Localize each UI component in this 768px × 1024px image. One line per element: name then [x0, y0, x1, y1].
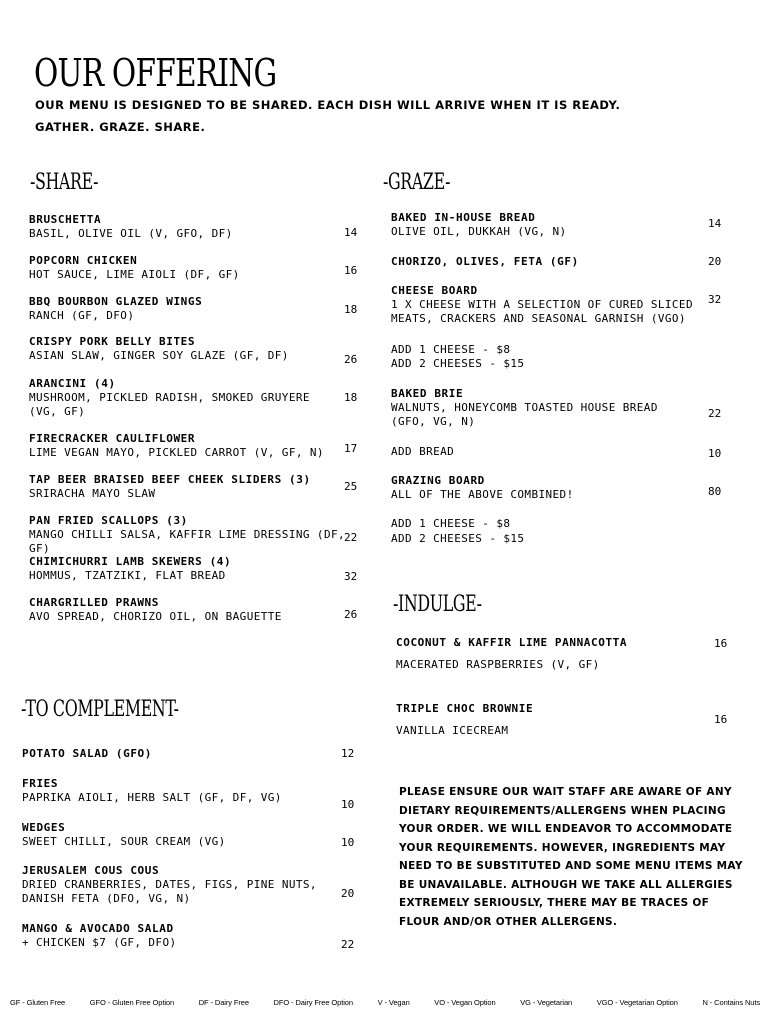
graze-addon: ADD 1 CHEESE - $8 [391, 517, 511, 530]
indulge-item-price: 16 [714, 713, 728, 726]
graze-item-name: BAKED IN-HOUSE BREAD [391, 211, 536, 224]
graze-addon: ADD 1 CHEESE - $8 [391, 343, 511, 356]
share-item-desc: MANGO CHILLI SALSA, KAFFIR LIME DRESSING (DF, GF) [29, 528, 346, 555]
page-title: OUR OFFERING [34, 51, 277, 95]
share-item-price: 32 [344, 570, 358, 583]
share-item-name: BRUSCHETTA [29, 213, 102, 226]
graze-item-price: 14 [708, 217, 722, 230]
share-item-price: 18 [344, 391, 358, 404]
complement-item-price: 20 [341, 887, 355, 900]
complement-item-desc: SWEET CHILLI, SOUR CREAM (VG) [22, 835, 226, 848]
share-item-name: ARANCINI (4) [29, 377, 116, 390]
share-item-desc: AVO SPREAD, CHORIZO OIL, ON BAGUETTE [29, 610, 282, 623]
complement-item-name: POTATO SALAD (GFO) [22, 747, 153, 760]
share-item-desc: MUSHROOM, PICKLED RADISH, SMOKED GRUYERE (VG, GF) [29, 391, 310, 418]
share-item-desc: ASIAN SLAW, GINGER SOY GLAZE (GF, DF) [29, 349, 289, 362]
graze-item-desc: ALL OF THE ABOVE COMBINED! [391, 488, 574, 501]
allergy-notice: PLEASE ENSURE OUR WAIT STAFF ARE AWARE OF ANY DIETARY REQUIREMENTS/ALLERGENS WHEN PLACING YOUR ORDER. WE WILL ENDEAVOR TO ACCOMMODATE YOUR REQUIREMENTS. HOWEVER, INGREDIENTS MAY NEED TO BE SUBSTITUTED AND SOME MENU ITEMS MAY BE UNAVAILABLE. ALTHOUGH WE TAKE ALL ALLERGIES EXTREMELY SERIOUSLY, THERE MAY BE TRACES OF FLOUR AND/OR OTHER ALLERGENS. [399, 786, 743, 928]
graze-item-desc: WALNUTS, HONEYCOMB TOASTED HOUSE BREAD (GFO, VG, N) [391, 401, 658, 428]
complement-item-name: JERUSALEM COUS COUS [22, 864, 160, 877]
section-heading-indulge: -INDULGE- [393, 592, 482, 617]
indulge-item-name: COCONUT & KAFFIR LIME PANNACOTTA [396, 636, 628, 649]
graze-item-name: CHORIZO, OLIVES, FETA (GF) [391, 255, 579, 268]
graze-item-name: GRAZING BOARD [391, 474, 485, 487]
share-item-name: CHIMICHURRI LAMB SKEWERS (4) [29, 555, 232, 568]
share-item-desc: SRIRACHA MAYO SLAW [29, 487, 156, 500]
section-heading-share: -SHARE- [30, 170, 99, 195]
legend-item: DFO - Dairy Free Option [273, 998, 353, 1007]
share-item-desc: HOT SAUCE, LIME AIOLI (DF, GF) [29, 268, 240, 281]
graze-item-price: 80 [708, 485, 722, 498]
complement-item-price: 22 [341, 938, 355, 951]
graze-item-price: 22 [708, 407, 722, 420]
share-item-price: 26 [344, 608, 358, 621]
graze-item-price: 10 [708, 447, 722, 460]
graze-item-name: BAKED BRIE [391, 387, 464, 400]
share-item-desc: BASIL, OLIVE OIL (V, GFO, DF) [29, 227, 233, 240]
share-item-desc: HOMMUS, TZATZIKI, FLAT BREAD [29, 569, 226, 582]
share-item-name: POPCORN CHICKEN [29, 254, 138, 267]
graze-item-desc: 1 X CHEESE WITH A SELECTION OF CURED SLICED MEATS, CRACKERS AND SEASONAL GARNISH (VGO) [391, 298, 693, 325]
complement-item-name: MANGO & AVOCADO SALAD [22, 922, 174, 935]
complement-item-desc: DRIED CRANBERRIES, DATES, FIGS, PINE NUTS, DANISH FETA (DFO, VG, N) [22, 878, 317, 905]
legend-item: VO - Vegan Option [434, 998, 496, 1007]
share-item-name: TAP BEER BRAISED BEEF CHEEK SLIDERS (3) [29, 473, 311, 486]
share-item-price: 25 [344, 480, 358, 493]
graze-item-name: CHEESE BOARD [391, 284, 478, 297]
graze-addon: ADD BREAD [391, 445, 455, 458]
legend-item: VG - Vegetarian [520, 998, 573, 1007]
indulge-item-price: 16 [714, 637, 728, 650]
complement-item-price: 10 [341, 836, 355, 849]
share-item-name: PAN FRIED SCALLOPS (3) [29, 514, 188, 527]
share-item-price: 17 [344, 442, 358, 455]
tagline-motto: GATHER. GRAZE. SHARE. [35, 120, 206, 134]
tagline: OUR MENU IS DESIGNED TO BE SHARED. EACH DISH WILL ARRIVE WHEN IT IS READY. [35, 98, 621, 112]
share-item-price: 14 [344, 226, 358, 239]
graze-addon: ADD 2 CHEESES - $15 [391, 532, 525, 545]
complement-item-price: 10 [341, 798, 355, 811]
legend-item: GF - Gluten Free [10, 998, 66, 1007]
indulge-item-desc: VANILLA ICECREAM [396, 724, 509, 737]
graze-item-price: 20 [708, 255, 722, 268]
share-item-name: BBQ BOURBON GLAZED WINGS [29, 295, 203, 308]
share-item-price: 26 [344, 353, 358, 366]
share-item-price: 18 [344, 303, 358, 316]
indulge-item-desc: MACERATED RASPBERRIES (V, GF) [396, 658, 600, 671]
share-item-name: CHARGRILLED PRAWNS [29, 596, 160, 609]
dietary-legend [10, 998, 760, 1007]
complement-item-name: FRIES [22, 777, 59, 790]
legend-item: V - Vegan [377, 998, 410, 1007]
share-item-desc: RANCH (GF, DFO) [29, 309, 135, 322]
graze-item-price: 32 [708, 293, 722, 306]
legend-item: VGO - Vegetarian Option [596, 998, 678, 1007]
legend-item: DF - Dairy Free [198, 998, 249, 1007]
complement-item-desc: + CHICKEN $7 (GF, DFO) [22, 936, 177, 949]
complement-item-desc: PAPRIKA AIOLI, HERB SALT (GF, DF, VG) [22, 791, 282, 804]
share-item-name: FIRECRACKER CAULIFLOWER [29, 432, 196, 445]
indulge-item-name: TRIPLE CHOC BROWNIE [396, 702, 534, 715]
share-item-name: CRISPY PORK BELLY BITES [29, 335, 196, 348]
section-heading-graze: -GRAZE- [383, 170, 451, 195]
graze-addon: ADD 2 CHEESES - $15 [391, 357, 525, 370]
complement-item-price: 12 [341, 747, 355, 760]
legend-item: GFO - Gluten Free Option [89, 998, 175, 1007]
section-heading-complement: -TO COMPLEMENT- [21, 697, 179, 722]
share-item-price: 16 [344, 264, 358, 277]
graze-item-desc: OLIVE OIL, DUKKAH (VG, N) [391, 225, 567, 238]
legend-item: N - Contains Nuts [702, 998, 760, 1007]
share-item-price: 22 [344, 531, 358, 544]
share-item-desc: LIME VEGAN MAYO, PICKLED CARROT (V, GF, N) [29, 446, 324, 459]
complement-item-name: WEDGES [22, 821, 66, 834]
